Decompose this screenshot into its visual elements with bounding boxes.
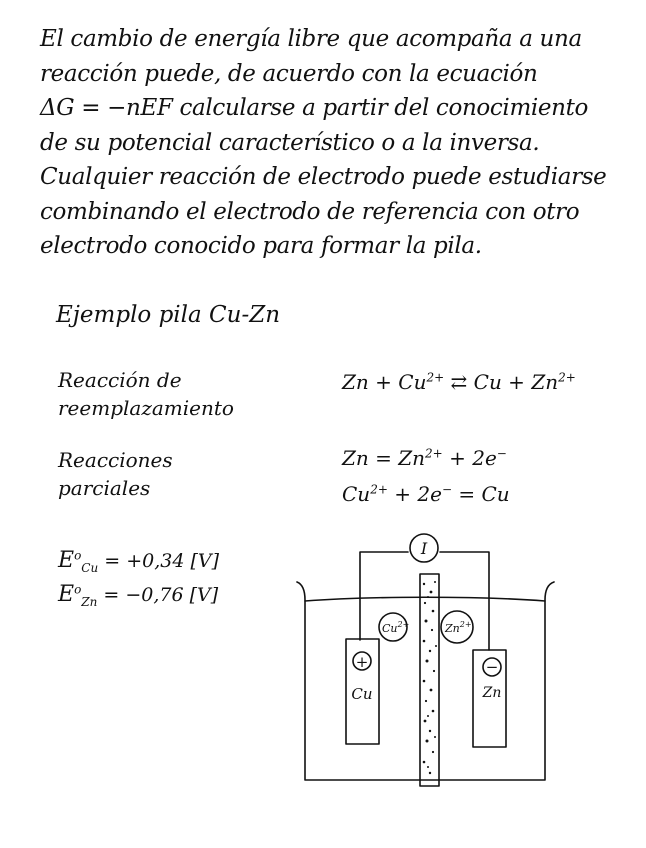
- wire-right: [440, 552, 489, 650]
- zn-standard-potential: $E^o_{Zn} = -0,76$ [V]: [58, 582, 219, 609]
- cu-standard-potential: $E^o_{Cu} = +0,34$ [V]: [58, 548, 220, 575]
- paragraph-line: combinando el electrodo de referencia con otro: [40, 198, 580, 225]
- partial-label-line: Reacciones: [58, 448, 173, 472]
- zn-electrode-label: Zn: [482, 685, 502, 701]
- paragraph-line: reacción puede, de acuerdo con la ecuación: [40, 60, 538, 87]
- paragraph-line: ΔG = −nEF calcularse a partir del conocimiento: [40, 95, 589, 121]
- electrolyte-surface: [305, 597, 545, 601]
- replacement-label-line: reemplazamiento: [58, 396, 234, 420]
- beaker: [297, 582, 554, 780]
- paragraph-line: El cambio de energía libre que acompaña a una: [40, 26, 582, 52]
- cu-ion-label: $Cu^{2+}$: [382, 620, 410, 635]
- paragraph-line: de su potencial característico o a la inversa.: [40, 129, 540, 156]
- negative-sign: −: [485, 658, 499, 676]
- cu-half-reaction: $Cu^{2+} + 2e^- = Cu$: [342, 482, 510, 506]
- salt-bridge-texture: [423, 581, 437, 774]
- paragraph-line: Cualquier reacción de electrodo puede estudiarse: [40, 164, 607, 190]
- positive-sign: +: [355, 653, 369, 671]
- zn-ion-label: $Zn^{2+}$: [445, 620, 472, 635]
- paragraph-line: electrodo conocido para formar la pila.: [40, 233, 482, 259]
- replacement-label-line: Reacción de: [58, 368, 182, 392]
- cu-electrode-label: Cu: [351, 685, 373, 703]
- salt-bridge: [420, 574, 439, 786]
- example-title: Ejemplo pila Cu-Zn: [56, 302, 281, 328]
- overall-reaction-equation: $Zn + Cu^{2+}$ ⇄ $Cu + Zn^{2+}$: [342, 370, 576, 394]
- ammeter-label: I: [420, 539, 428, 558]
- partial-label-line: parciales: [58, 476, 151, 500]
- zn-half-reaction: $Zn = Zn^{2+} + 2e^-$: [342, 446, 507, 470]
